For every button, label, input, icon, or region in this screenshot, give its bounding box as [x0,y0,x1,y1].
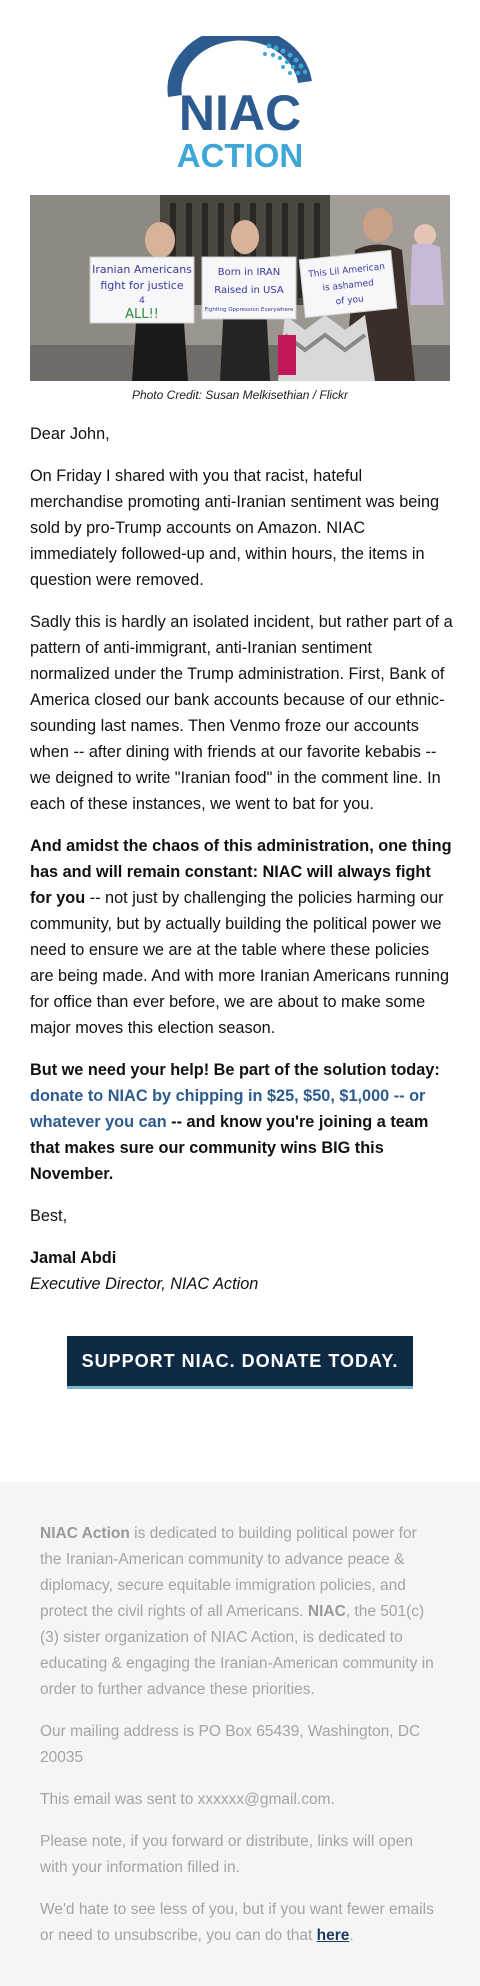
paragraph-3 [30,833,454,1041]
footer-unsubscribe [40,1897,440,1949]
paragraph-1: On Friday I shared with you that racist, hateful merchandise promoting anti-Iranian sentiment was being sold by pro-Trump accounts on Amazon. NIAC immediately followed-up and, within hours, the items in question were removed. [30,467,440,589]
paragraph-4 [30,1057,454,1187]
footer-about-text-2: , the 501(c)(3) sister organization of NIAC Action, is dedicated to educating & engaging the Iranian-American community in order to further advance these priorities. [40,1603,434,1698]
protest-sign-2 [202,257,296,319]
signoff: Best, [30,1207,68,1225]
footer-unsubscribe-end: . [349,1927,354,1944]
signature-title: Executive Director, NIAC Action [30,1275,259,1293]
svg-text:Iranian Americans: Iranian Americans [92,263,192,276]
protest-sign-3 [299,250,397,317]
niac-action-logo[interactable] [0,36,480,176]
svg-text:ALL!!: ALL!! [125,307,159,322]
protest-photo [30,195,450,381]
email-footer [0,1482,480,1986]
donate-button[interactable]: SUPPORT NIAC. DONATE TODAY. [67,1336,413,1389]
footer-org-name: NIAC Action [40,1525,130,1542]
footer-about [40,1521,440,1703]
svg-text:This Lil American: This Lil American [307,262,386,281]
greeting: Dear John, [30,425,110,443]
footer-about-text-1: is dedicated to building political power for the Iranian-American community to advance peace & diplomacy, secure equitable immigration policies, and protect the civil rights of all Americans. [40,1525,417,1620]
svg-text:NIAC: NIAC [178,85,302,141]
unsubscribe-link[interactable]: here [316,1927,350,1944]
paragraph-3-bold: And amidst the chaos of this administration, one thing has and will remain constant: NIAC will always fight for you [30,837,452,907]
footer-address: Our mailing address is PO Box 65439, Washington, DC 20035 [40,1723,421,1766]
svg-text:Raised in USA: Raised in USA [214,285,284,296]
svg-text:of you: of you [335,294,365,308]
footer-forward-note: Please note, if you forward or distribute, links will open with your information filled in. [40,1833,414,1876]
svg-text:4: 4 [139,296,145,306]
svg-text:ACTION: ACTION [176,137,304,174]
signature-name: Jamal Abdi [30,1249,117,1267]
signature [30,1245,454,1297]
footer-unsubscribe-text: We'd hate to see less of you, but if you want fewer emails or need to unsubscribe, you can do that [40,1901,434,1944]
paragraph-2: Sadly this is hardly an isolated incident, but rather part of a pattern of anti-immigrant, anti-Iranian sentiment normalized under the Trump administration. First, Bank of America closed our bank accounts because of our ethnic-sounding last names. Then Venmo froze our accounts when -- after dining with friends at our favorite kebabis -- we deigned to write "Iranian food" in the comment line. In each of these instances, we went to bat for you. [30,613,453,813]
svg-text:fight for justice: fight for justice [100,279,184,292]
svg-text:is ashamed: is ashamed [322,278,375,294]
paragraph-4-end: -- and know you're joining a team that makes sure our community wins BIG this November. [30,1113,429,1183]
niac-logo-icon [165,36,315,176]
paragraph-4-bold: But we need your help! Be part of the solution today: [30,1061,440,1079]
letter-content [30,421,454,1313]
svg-text:Born in IRAN: Born in IRAN [217,267,281,278]
photo-credit: Photo Credit: Susan Melkisethian / Flickr [131,388,349,402]
donate-link[interactable]: donate to NIAC by chipping in $25, $50, $1,000 -- or whatever you can [30,1087,426,1131]
footer-sister-org: NIAC [307,1603,346,1620]
cta-container [0,1336,480,1389]
footer-sent-to: This email was sent to xxxxxx@gmail.com. [40,1791,335,1808]
protest-sign-1 [90,257,194,323]
svg-text:Fighting Oppression Everywhere: Fighting Oppression Everywhere [204,307,294,313]
paragraph-3-rest: -- not just by challenging the policies harming our community, but by actually building the political power we need to ensure we are at the table where these policies are being made. And with more Iranian Americans running for office than ever before, we are about to make some major moves this election season. [30,889,450,1037]
